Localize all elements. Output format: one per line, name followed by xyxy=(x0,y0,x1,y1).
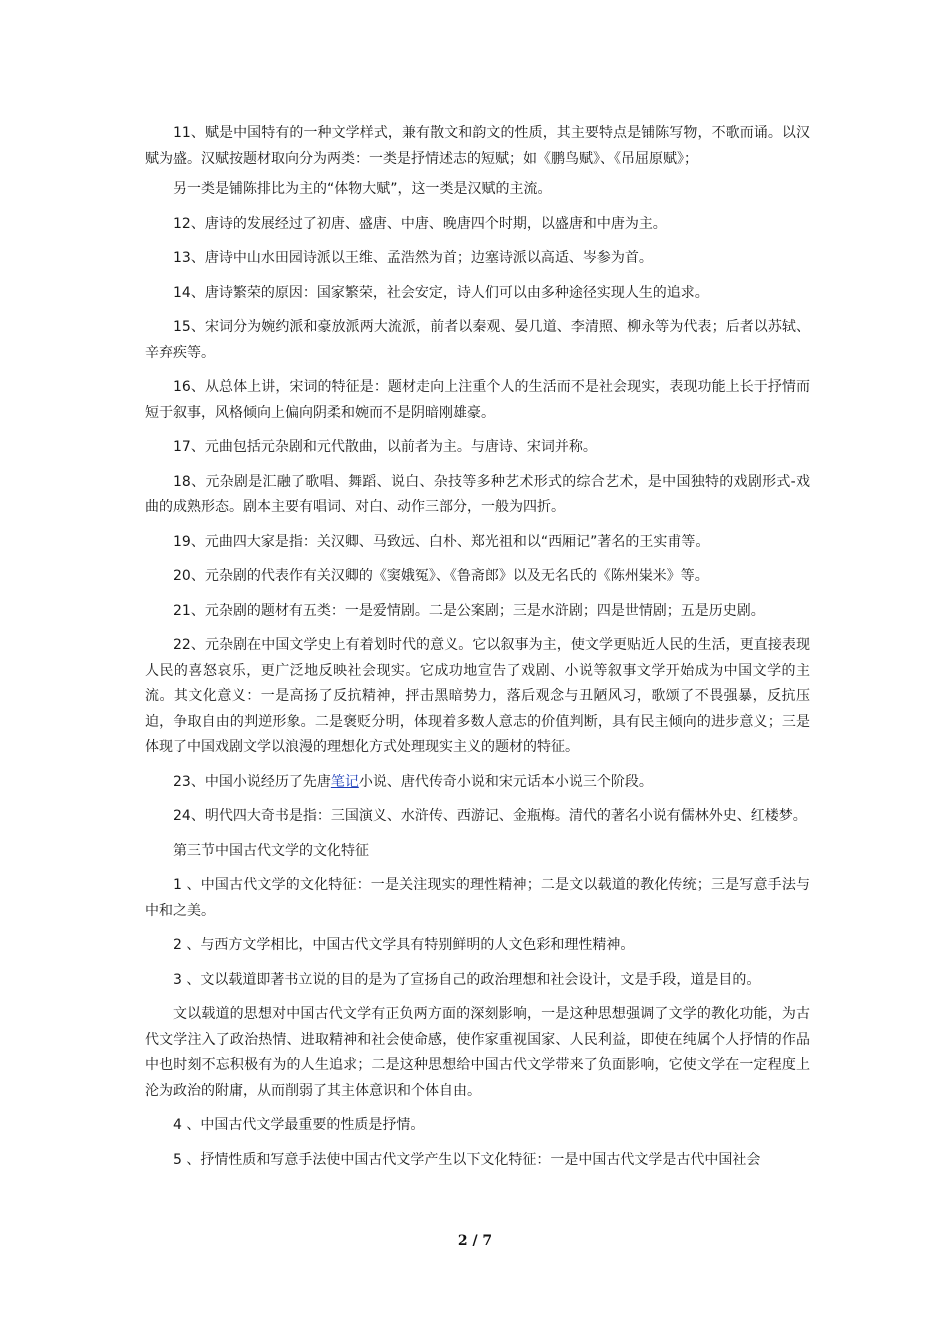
paragraph-24: 24、明代四大奇书是指：三国演义、水浒传、西游记、金瓶梅。清代的著名小说有儒林外史、红楼梦。 xyxy=(173,808,807,824)
paragraph-18: 18、元杂剧是汇融了歌唱、舞蹈、说白、杂技等多种艺术形式的综合艺术，是中国独特的戏剧形式-戏曲的成熟形态。剧本主要有唱词、对白、动作三部分，一般为四折。 xyxy=(145,473,810,515)
paragraph-15: 15、宋词分为婉约派和豪放派两大流派，前者以秦观、晏几道、李清照、柳永等为代表；后者以苏轼、辛弃疾等。 xyxy=(145,319,810,361)
paragraph-17: 17、元曲包括元杂剧和元代散曲，以前者为主。与唐诗、宋词并称。 xyxy=(173,439,597,455)
paragraph-s3-1: 1 、中国古代文学的文化特征：一是关注现实的理性精神；二是文以载道的教化传统；三是写意手法与中和之美。 xyxy=(145,877,810,919)
paragraph-s3-5: 5 、抒情性质和写意手法使中国古代文学产生以下文化特征：一是中国古代文学是古代中国社会 xyxy=(173,1151,761,1168)
paragraph-22: 22、元杂剧在中国文学史上有着划时代的意义。它以叙事为主，使文学更贴近人民的生活，更直接表现人民的喜怒哀乐，更广泛地反映社会现实。它成功地宣告了戏剧、小说等叙事文学开始成为中国文学的主流。其文化意义：一是高扬了反抗精神，抨击黑暗势力，落后观念与丑陋风习，歌颂了不畏强暴，反抗压迫，争取自由的判逆形象。二是褒贬分明，体现着多数人意志的价值判断，具有民主倾向的进步意义；三是体现了中国戏剧文学以浪漫的理想化方式处理现实主义的题材的特征。 xyxy=(145,637,810,755)
paragraph-23-after-link: 小说、唐代传奇小说和宋元话本小说三个阶段。 xyxy=(358,773,653,790)
paragraph-23 xyxy=(145,770,810,796)
paragraph-20: 20、元杂剧的代表作有关汉卿的《窦娥冤》、《鲁斋郎》以及无名氏的《陈州粜米》等。 xyxy=(173,568,709,584)
section-heading: 第三节中国古代文学的文化特征 xyxy=(173,842,369,859)
paragraph-16: 16、从总体上讲，宋词的特征是：题材走向上注重个人的生活而不是社会现实，表现功能上长于抒情而短于叙事，风格倾向上偏向阴柔和婉而不是阴暗刚雄豪。 xyxy=(145,379,810,421)
paragraph-21: 21、元杂剧的题材有五类：一是爱情剧。二是公案剧；三是水浒剧；四是世情剧；五是历史剧。 xyxy=(173,602,765,619)
paragraph-11: 11、赋是中国特有的一种文学样式，兼有散文和韵文的性质，其主要特点是铺陈写物，不歌而诵。以汉赋为盛。汉赋按题材取向分为两类：一类是抒情述志的短赋；如《鹏鸟赋》、《吊屈原赋》； xyxy=(145,125,810,167)
biji-link[interactable]: 笔记 xyxy=(330,773,359,790)
paragraph-s3-3: 3 、文以载道即著书立说的目的是为了宣扬自己的政治理想和社会设计，文是手段，道是目的。 xyxy=(173,971,761,988)
paragraph-s3-2: 2 、与西方文学相比，中国古代文学具有特别鲜明的人文色彩和理性精神。 xyxy=(173,937,635,953)
paragraph-23-before-link: 23、中国小说经历了先唐 xyxy=(173,773,331,790)
page-number: 2 / 7 xyxy=(457,1233,493,1249)
paragraph-12: 12、唐诗的发展经过了初唐、盛唐、中唐、晚唐四个时期，以盛唐和中唐为主。 xyxy=(173,215,667,232)
document-body xyxy=(145,121,810,1173)
paragraph-11-continued: 另一类是铺陈排比为主的“体物大赋”，这一类是汉赋的主流。 xyxy=(173,181,552,197)
paragraph-14: 14、唐诗繁荣的原因：国家繁荣，社会安定，诗人们可以由多种途径实现人生的追求。 xyxy=(173,284,709,301)
paragraph-13: 13、唐诗中山水田园诗派以王维、孟浩然为首；边塞诗派以高适、岑参为首。 xyxy=(173,250,653,266)
paragraph-19: 19、元曲四大家是指：关汉卿、马致远、白朴、郑光祖和以“西厢记”著名的王实甫等。 xyxy=(173,533,710,550)
paragraph-s3-3-explanation: 文以载道的思想对中国古代文学有正负两方面的深刻影响，一是这种思想强调了文学的教化功能，为古代文学注入了政治热情、进取精神和社会使命感，使作家重视国家、人民利益，即使在纯属个人抒情的作品中也时刻不忘积极有为的人生追求；二是这种思想给中国古代文学带来了负面影响，它使文学在一定程度上沦为政治的附庸，从而削弱了其主体意识和个体自由。 xyxy=(145,1006,810,1099)
paragraph-s3-4: 4 、中国古代文学最重要的性质是抒情。 xyxy=(173,1117,425,1133)
